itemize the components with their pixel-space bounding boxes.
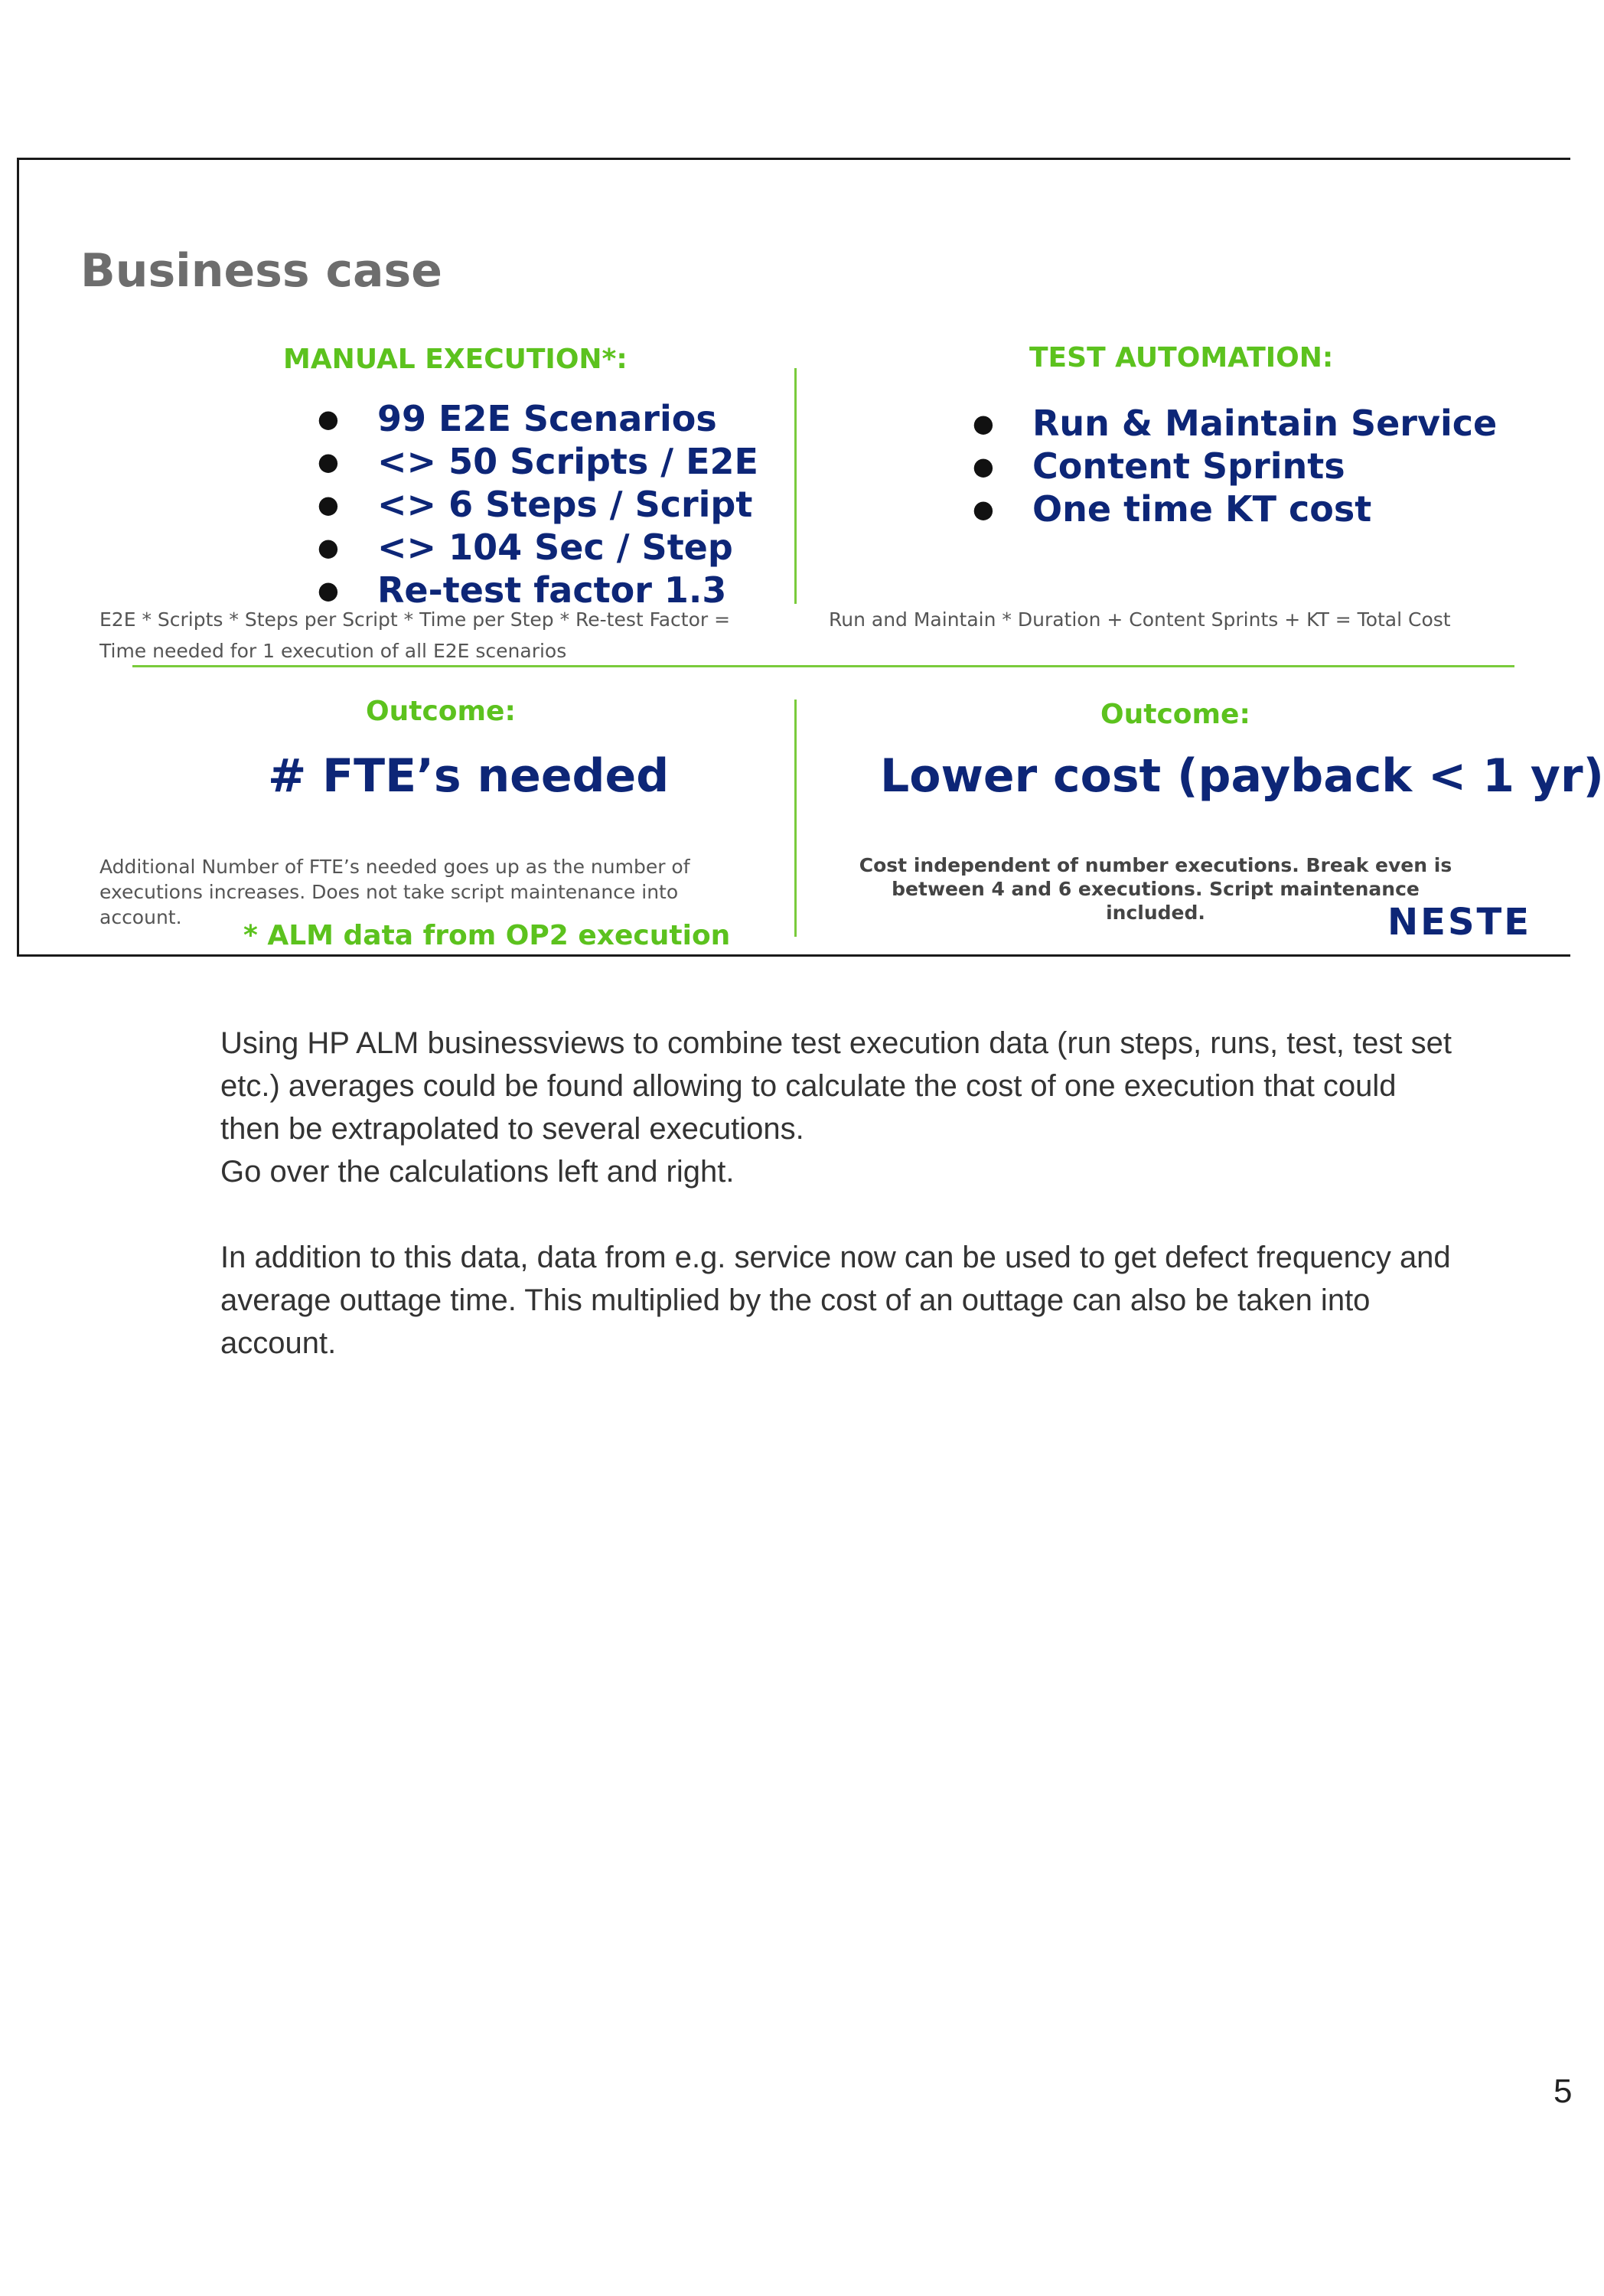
automation-formula: Run and Maintain * Duration + Content Sprints + KT = Total Cost xyxy=(829,608,1451,631)
list-item: ● <> 50 Scripts / E2E xyxy=(318,440,758,483)
speaker-notes xyxy=(220,1022,1460,1407)
test-automation-list xyxy=(973,402,1497,530)
list-item: ● 99 E2E Scenarios xyxy=(318,397,758,440)
manual-formula-line2: Time needed for 1 execution of all E2E scenarios xyxy=(99,640,567,662)
top-column-divider xyxy=(794,368,797,604)
section-divider xyxy=(132,665,1514,667)
list-item: ● One time KT cost xyxy=(973,488,1497,530)
manual-execution-heading: MANUAL EXECUTION*: xyxy=(283,344,628,375)
manual-formula-line1: E2E * Scripts * Steps per Script * Time per Step * Re-test Factor = xyxy=(99,608,731,631)
manual-formula xyxy=(99,604,730,667)
list-item: ● Re-test factor 1.3 xyxy=(318,569,758,612)
notes-paragraph-2: In addition to this data, data from e.g. service now can be used to get defect frequency and average outtage time. This multiplied by the cost of an outtage can also be taken into account. xyxy=(220,1241,1451,1360)
automation-outcome-description: Cost independent of number executions. Break even is between 4 and 6 executions. Script maintenance included. xyxy=(859,854,1452,924)
automation-outcome-label: Outcome: xyxy=(1100,699,1250,730)
notes-paragraph-1b-text: Go over the calculations left and right. xyxy=(220,1155,735,1189)
test-automation-heading: TEST AUTOMATION: xyxy=(1029,342,1334,373)
bottom-column-divider xyxy=(794,700,797,937)
notes-paragraph-1 xyxy=(220,1022,1460,1193)
slide xyxy=(17,158,1604,957)
neste-logo: NESTE xyxy=(1387,901,1532,944)
notes-paragraph-1-text: Using HP ALM businessviews to combine test execution data (run steps, runs, test, test set etc.) averages could be found allowing to calculate the cost of one execution that could then be extrapolated to several executions. xyxy=(220,1026,1452,1146)
list-item: ● <> 6 Steps / Script xyxy=(318,483,758,526)
manual-execution-list xyxy=(318,397,758,612)
manual-outcome-description: Additional Number of FTE’s needed goes up as the number of executions increases. Does not take script maintenance into account. xyxy=(99,856,690,928)
list-item: ● Run & Maintain Service xyxy=(973,402,1497,445)
manual-outcome-text: # FTE’s needed xyxy=(268,749,670,803)
page-number: 5 xyxy=(1553,2073,1573,2110)
manual-outcome-label: Outcome: xyxy=(366,696,516,727)
alm-footnote: * ALM data from OP2 execution xyxy=(243,920,731,951)
list-item: ● <> 104 Sec / Step xyxy=(318,526,758,569)
list-item: ● Content Sprints xyxy=(973,445,1497,488)
automation-outcome-text: Lower cost (payback < 1 yr) xyxy=(880,749,1604,803)
slide-title: Business case xyxy=(80,244,442,298)
